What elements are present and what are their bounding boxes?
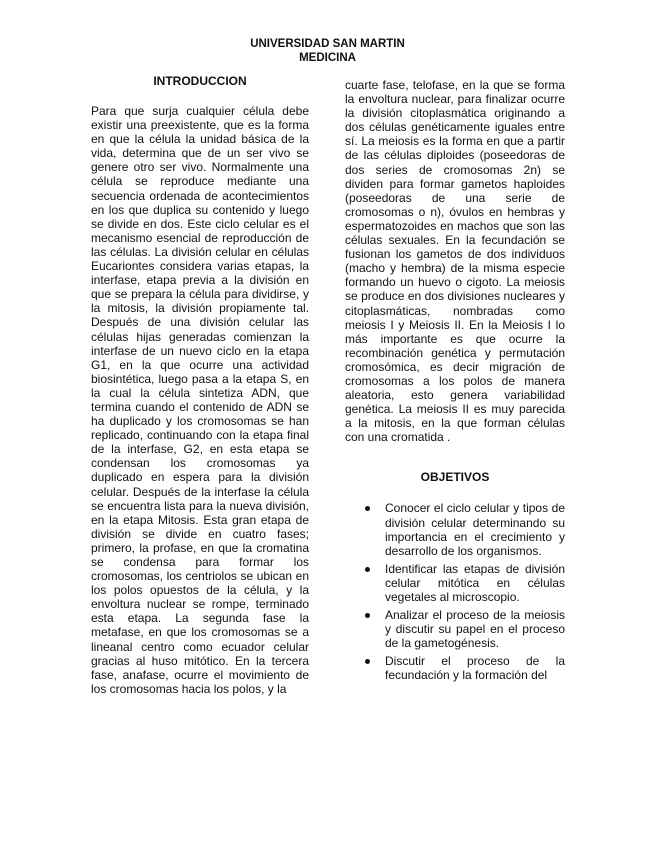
bullet-icon xyxy=(365,613,370,618)
faculty-name: MEDICINA xyxy=(299,52,356,64)
bullet-icon xyxy=(365,506,370,511)
bullet-icon xyxy=(365,567,370,572)
objetivo-text: Identificar las etapas de división celular mitótica en células vegetales al microscopio. xyxy=(385,561,565,604)
introduccion-title: INTRODUCCION xyxy=(153,74,247,88)
introduccion-text-right: cuarte fase, telofase, en la que se forma la envoltura nuclear, para finalizar ocurre la división citoplasmática originando a dos células genéticamente iguales entre sí. La meiosis es la forma en que a partir de las células diploides (poseedoras de dos series de cromosomas 2n) se dividen para formar gametos haploides (poseedoras de una serie de cromosomas o n), óvulos en hembras y espermatozoides en machos que son las células sexuales. En la fecundación se fusionan los gametos de dos individuos (macho y hembra) de la misma especie formando un huevo o cigoto. La meiosis se produce en dos divisiones nucleares y citoplasmáticas, nombradas como meiosis I y Meiosis II. En la Meiosis I lo más importante es que ocurre la recombinación genética y permutación cromosómica, es decir migración de cromosomas a los polos de manera aleatoria, esto genera variabilidad genética. La meiosis II es muy parecida a la mitosis, en la que forman células con una cromatida . xyxy=(345,78,565,445)
objetivo-text: Discutir el proceso de la fecundación y la formación del xyxy=(385,654,565,683)
objetivo-text: Analizar el proceso de la meiosis y discutir su papel en el proceso de la gametogénesis. xyxy=(385,608,565,651)
objetivo-item xyxy=(345,501,565,557)
introduccion-text-left: Para que surja cualquier célula debe existir una preexistente, que es la forma en que la célula la unidad básica de la vida, determina que de un ser vivo se genere otro ser vivo. Normalmente una célula se reproduce mediante una secuencia ordenada de acontecimientos en los que duplica su contenido y luego se divide en dos. Este ciclo celular es el mecanismo esencial de reproducción de las células. La división celular en células Eucariontes considera varias etapas, la interfase, etapa previa a la división en que se prepara la célula para dividirse, y la mitosis, la división propiamente tal. Después de una división celular las células hijas generadas comienzan la interfase de un nuevo ciclo en la etapa G1, en la que ocurre una actividad biosintética, luego pasa a la etapa S, en la cual la célula sintetiza ADN, que termina cuando el contenido de ADN se ha duplicado y los cromosomas se han replicado, continuando con la etapa final de la interfase, G2, en esta etapa se condensan los cromosomas ya duplicado en espera para la división celular. Después de la interfase la célula se encuentra lista para la nueva división, en la etapa Mitosis. Esta gran etapa de división se divide en cuatro fases; primero, la profase, en que la cromatina se condensa para formar los cromosomas, los centriolos se ubican en los polos opuestos de la célula, y la envoltura nuclear se rompe, terminado esta etapa. La segunda fase la metafase, en que los cromosomas se a lineanal centro como ecuador celular gracias al huso mitótico. En la tercera fase, anafase, ocurre el movimiento de los cromosomas hacia los polos, y la xyxy=(91,104,309,696)
left-column xyxy=(91,74,309,696)
right-column xyxy=(345,78,565,687)
objetivo-item xyxy=(345,562,565,604)
objetivo-item xyxy=(345,654,565,682)
objetivos-list xyxy=(345,501,565,682)
bullet-icon xyxy=(365,659,370,664)
objetivo-text: Conocer el ciclo celular y tipos de división celular determinando su importancia en el crecimiento y desarrollo de los organismos. xyxy=(385,501,565,558)
university-name: UNIVERSIDAD SAN MARTIN xyxy=(250,38,405,50)
objetivo-item xyxy=(345,608,565,650)
objetivos-title: OBJETIVOS xyxy=(420,470,490,485)
